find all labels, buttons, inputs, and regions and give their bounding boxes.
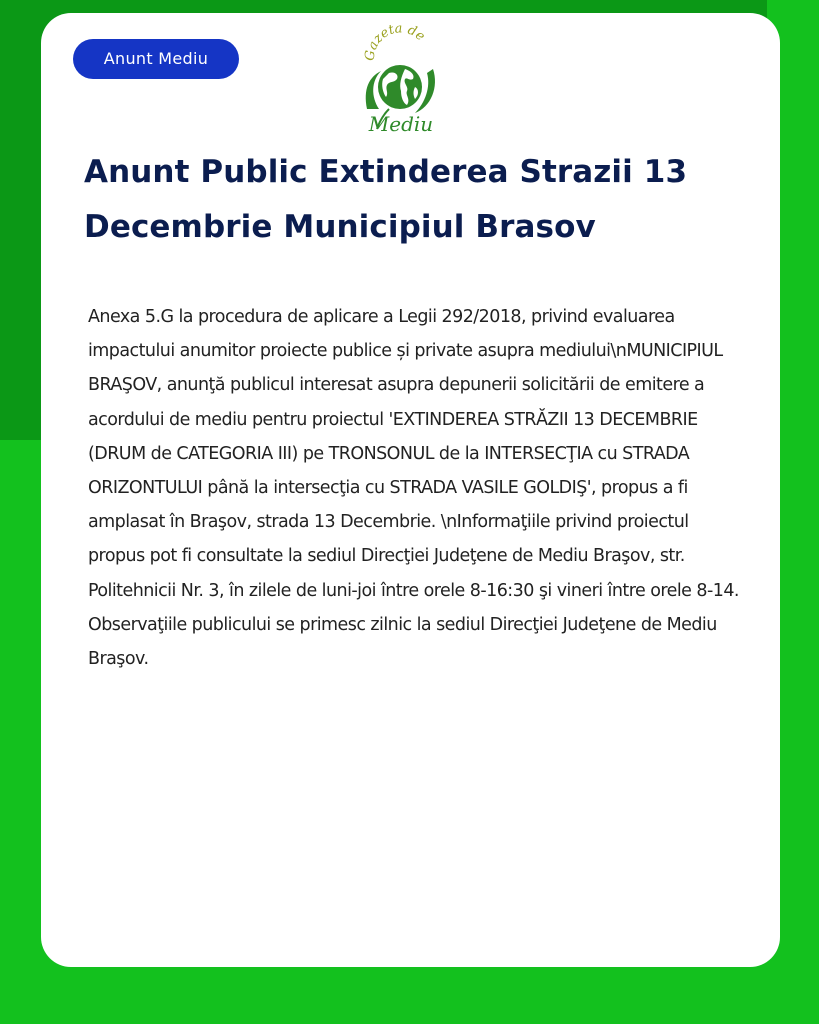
svg-text:Gazeta de	[363, 21, 428, 61]
announcement-card	[41, 13, 780, 967]
gazeta-de-mediu-logo	[359, 17, 441, 137]
announcement-body: Anexa 5.G la procedura de aplicare a Legii 292/2018, privind evaluarea impactului anumitor proiecte publice și private asupra mediului\nMUNICIPIUL BRAŞOV, anunţă publicul interesat asupra depunerii solicitării de emitere a acordului de mediu pentru proiectul 'EXTINDEREA STRĂZII 13 DECEMBRIE (DRUM de CATEGORIA III) pe TRONSONUL de la INTERSECŢIA cu STRADA ORIZONTULUI până la intersecţia cu STRADA VASILE GOLDIŞ', propus a fi amplasat în Braşov, strada 13 Decembrie. \nInformaţiile privind proiectul propus pot fi consultate la sediul Direcţiei Judeţene de Mediu Braşov, str. Politehnicii Nr. 3, în zilele de luni-joi între orele 8-16:30 şi vineri între orele 8-14. Observaţiile publicului se primesc zilnic la sediul Direcţiei Judeţene de Mediu Braşov.	[88, 307, 744, 670]
globe-leaf-icon	[359, 17, 441, 137]
page-title: Anunt Public Extinderea Strazii 13 Decembrie Municipiul Brasov	[84, 154, 688, 245]
logo-top-text: Gazeta de	[362, 21, 428, 62]
category-tag[interactable]: Anunt Mediu	[73, 39, 239, 79]
logo-bottom-text: Mediu	[368, 112, 434, 136]
